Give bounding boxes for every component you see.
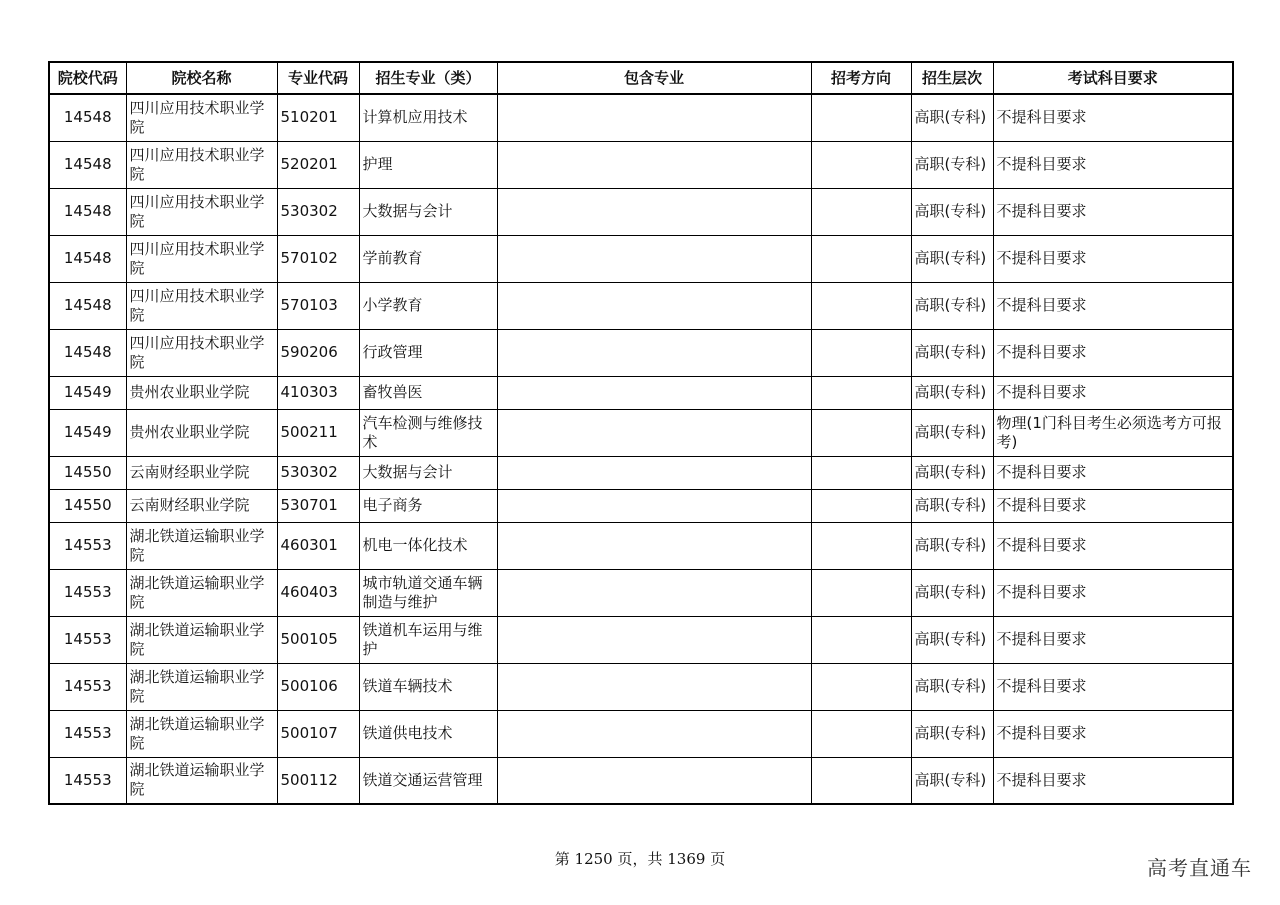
school-code-cell: 14549 — [49, 409, 126, 456]
school-name-cell: 湖北铁道运输职业学院 — [126, 663, 277, 710]
level-cell: 高职(专科) — [911, 282, 993, 329]
major-code-cell: 500107 — [277, 710, 359, 757]
table-row — [49, 94, 1233, 141]
direction-cell — [811, 409, 911, 456]
header-major-code: 专业代码 — [277, 62, 359, 94]
major-code-cell: 500106 — [277, 663, 359, 710]
school-code-cell: 14553 — [49, 522, 126, 569]
level-cell: 高职(专科) — [911, 235, 993, 282]
school-code-cell: 14548 — [49, 329, 126, 376]
major-cell: 行政管理 — [359, 329, 497, 376]
major-cell: 城市轨道交通车辆制造与维护 — [359, 569, 497, 616]
includes-cell — [497, 710, 811, 757]
major-code-cell: 520201 — [277, 141, 359, 188]
major-code-cell: 510201 — [277, 94, 359, 141]
major-code-cell: 570103 — [277, 282, 359, 329]
header-school-name: 院校名称 — [126, 62, 277, 94]
requirement-cell: 不提科目要求 — [993, 235, 1233, 282]
major-cell: 畜牧兽医 — [359, 376, 497, 409]
direction-cell — [811, 141, 911, 188]
school-code-cell: 14553 — [49, 710, 126, 757]
major-code-cell: 500105 — [277, 616, 359, 663]
major-code-cell: 410303 — [277, 376, 359, 409]
includes-cell — [497, 456, 811, 489]
school-code-cell: 14553 — [49, 663, 126, 710]
table-row — [49, 141, 1233, 188]
major-code-cell: 530701 — [277, 489, 359, 522]
level-cell: 高职(专科) — [911, 663, 993, 710]
level-cell: 高职(专科) — [911, 522, 993, 569]
requirement-cell: 不提科目要求 — [993, 489, 1233, 522]
major-cell: 大数据与会计 — [359, 188, 497, 235]
includes-cell — [497, 489, 811, 522]
major-cell: 铁道机车运用与维护 — [359, 616, 497, 663]
major-cell: 小学教育 — [359, 282, 497, 329]
table-row — [49, 489, 1233, 522]
header-major: 招生专业（类） — [359, 62, 497, 94]
level-cell: 高职(专科) — [911, 141, 993, 188]
school-name-cell: 四川应用技术职业学院 — [126, 329, 277, 376]
school-name-cell: 湖北铁道运输职业学院 — [126, 757, 277, 804]
level-cell: 高职(专科) — [911, 409, 993, 456]
school-name-cell: 湖北铁道运输职业学院 — [126, 569, 277, 616]
major-code-cell: 570102 — [277, 235, 359, 282]
table-row — [49, 522, 1233, 569]
table-row — [49, 616, 1233, 663]
includes-cell — [497, 235, 811, 282]
major-cell: 铁道车辆技术 — [359, 663, 497, 710]
school-name-cell: 湖北铁道运输职业学院 — [126, 522, 277, 569]
major-cell: 电子商务 — [359, 489, 497, 522]
school-name-cell: 贵州农业职业学院 — [126, 409, 277, 456]
school-name-cell: 贵州农业职业学院 — [126, 376, 277, 409]
major-code-cell: 500112 — [277, 757, 359, 804]
includes-cell — [497, 616, 811, 663]
direction-cell — [811, 188, 911, 235]
school-code-cell: 14548 — [49, 282, 126, 329]
requirement-cell: 不提科目要求 — [993, 94, 1233, 141]
level-cell: 高职(专科) — [911, 569, 993, 616]
requirement-cell: 物理(1门科目考生必须选考方可报考) — [993, 409, 1233, 456]
table-header-row — [49, 62, 1233, 94]
major-code-cell: 530302 — [277, 456, 359, 489]
includes-cell — [497, 94, 811, 141]
table-row — [49, 329, 1233, 376]
school-code-cell: 14548 — [49, 188, 126, 235]
requirement-cell: 不提科目要求 — [993, 376, 1233, 409]
includes-cell — [497, 409, 811, 456]
major-code-cell: 590206 — [277, 329, 359, 376]
school-code-cell: 14550 — [49, 489, 126, 522]
school-code-cell: 14548 — [49, 141, 126, 188]
requirement-cell: 不提科目要求 — [993, 569, 1233, 616]
school-name-cell: 湖北铁道运输职业学院 — [126, 616, 277, 663]
major-cell: 大数据与会计 — [359, 456, 497, 489]
major-cell: 汽车检测与维修技术 — [359, 409, 497, 456]
requirement-cell: 不提科目要求 — [993, 329, 1233, 376]
page-number-footer: 第 1250 页，共 1369 页 — [554, 850, 726, 868]
level-cell: 高职(专科) — [911, 94, 993, 141]
level-cell: 高职(专科) — [911, 188, 993, 235]
requirement-cell: 不提科目要求 — [993, 456, 1233, 489]
includes-cell — [497, 188, 811, 235]
requirement-cell: 不提科目要求 — [993, 663, 1233, 710]
direction-cell — [811, 282, 911, 329]
table-row — [49, 569, 1233, 616]
header-school-code: 院校代码 — [49, 62, 126, 94]
admissions-table — [48, 61, 1234, 805]
table-row — [49, 757, 1233, 804]
direction-cell — [811, 757, 911, 804]
direction-cell — [811, 376, 911, 409]
includes-cell — [497, 141, 811, 188]
level-cell: 高职(专科) — [911, 710, 993, 757]
includes-cell — [497, 522, 811, 569]
major-code-cell: 460301 — [277, 522, 359, 569]
school-code-cell: 14553 — [49, 757, 126, 804]
major-cell: 学前教育 — [359, 235, 497, 282]
direction-cell — [811, 663, 911, 710]
direction-cell — [811, 456, 911, 489]
requirement-cell: 不提科目要求 — [993, 616, 1233, 663]
includes-cell — [497, 757, 811, 804]
direction-cell — [811, 329, 911, 376]
major-cell: 机电一体化技术 — [359, 522, 497, 569]
includes-cell — [497, 329, 811, 376]
direction-cell — [811, 616, 911, 663]
table-row — [49, 456, 1233, 489]
school-name-cell: 云南财经职业学院 — [126, 489, 277, 522]
direction-cell — [811, 710, 911, 757]
requirement-cell: 不提科目要求 — [993, 141, 1233, 188]
table-row — [49, 710, 1233, 757]
includes-cell — [497, 663, 811, 710]
school-code-cell: 14553 — [49, 616, 126, 663]
requirement-cell: 不提科目要求 — [993, 188, 1233, 235]
school-code-cell: 14548 — [49, 235, 126, 282]
level-cell: 高职(专科) — [911, 616, 993, 663]
header-level: 招生层次 — [911, 62, 993, 94]
major-cell: 铁道供电技术 — [359, 710, 497, 757]
direction-cell — [811, 94, 911, 141]
school-name-cell: 四川应用技术职业学院 — [126, 94, 277, 141]
direction-cell — [811, 489, 911, 522]
school-name-cell: 四川应用技术职业学院 — [126, 188, 277, 235]
school-code-cell: 14553 — [49, 569, 126, 616]
major-code-cell: 500211 — [277, 409, 359, 456]
header-requirement: 考试科目要求 — [993, 62, 1233, 94]
school-name-cell: 湖北铁道运输职业学院 — [126, 710, 277, 757]
table-row — [49, 663, 1233, 710]
major-code-cell: 460403 — [277, 569, 359, 616]
major-cell: 铁道交通运营管理 — [359, 757, 497, 804]
level-cell: 高职(专科) — [911, 376, 993, 409]
table-row — [49, 188, 1233, 235]
major-cell: 计算机应用技术 — [359, 94, 497, 141]
table-row — [49, 376, 1233, 409]
school-name-cell: 四川应用技术职业学院 — [126, 235, 277, 282]
school-code-cell: 14549 — [49, 376, 126, 409]
school-name-cell: 四川应用技术职业学院 — [126, 282, 277, 329]
major-cell: 护理 — [359, 141, 497, 188]
school-code-cell: 14548 — [49, 94, 126, 141]
direction-cell — [811, 569, 911, 616]
major-code-cell: 530302 — [277, 188, 359, 235]
level-cell: 高职(专科) — [911, 329, 993, 376]
includes-cell — [497, 376, 811, 409]
direction-cell — [811, 522, 911, 569]
header-includes: 包含专业 — [497, 62, 811, 94]
level-cell: 高职(专科) — [911, 489, 993, 522]
school-code-cell: 14550 — [49, 456, 126, 489]
table-row — [49, 409, 1233, 456]
requirement-cell: 不提科目要求 — [993, 282, 1233, 329]
table-row — [49, 282, 1233, 329]
watermark-text: 高考直通车 — [1147, 856, 1252, 880]
table-row — [49, 235, 1233, 282]
requirement-cell: 不提科目要求 — [993, 522, 1233, 569]
includes-cell — [497, 282, 811, 329]
requirement-cell: 不提科目要求 — [993, 710, 1233, 757]
includes-cell — [497, 569, 811, 616]
school-name-cell: 四川应用技术职业学院 — [126, 141, 277, 188]
requirement-cell: 不提科目要求 — [993, 757, 1233, 804]
direction-cell — [811, 235, 911, 282]
level-cell: 高职(专科) — [911, 757, 993, 804]
header-direction: 招考方向 — [811, 62, 911, 94]
school-name-cell: 云南财经职业学院 — [126, 456, 277, 489]
level-cell: 高职(专科) — [911, 456, 993, 489]
